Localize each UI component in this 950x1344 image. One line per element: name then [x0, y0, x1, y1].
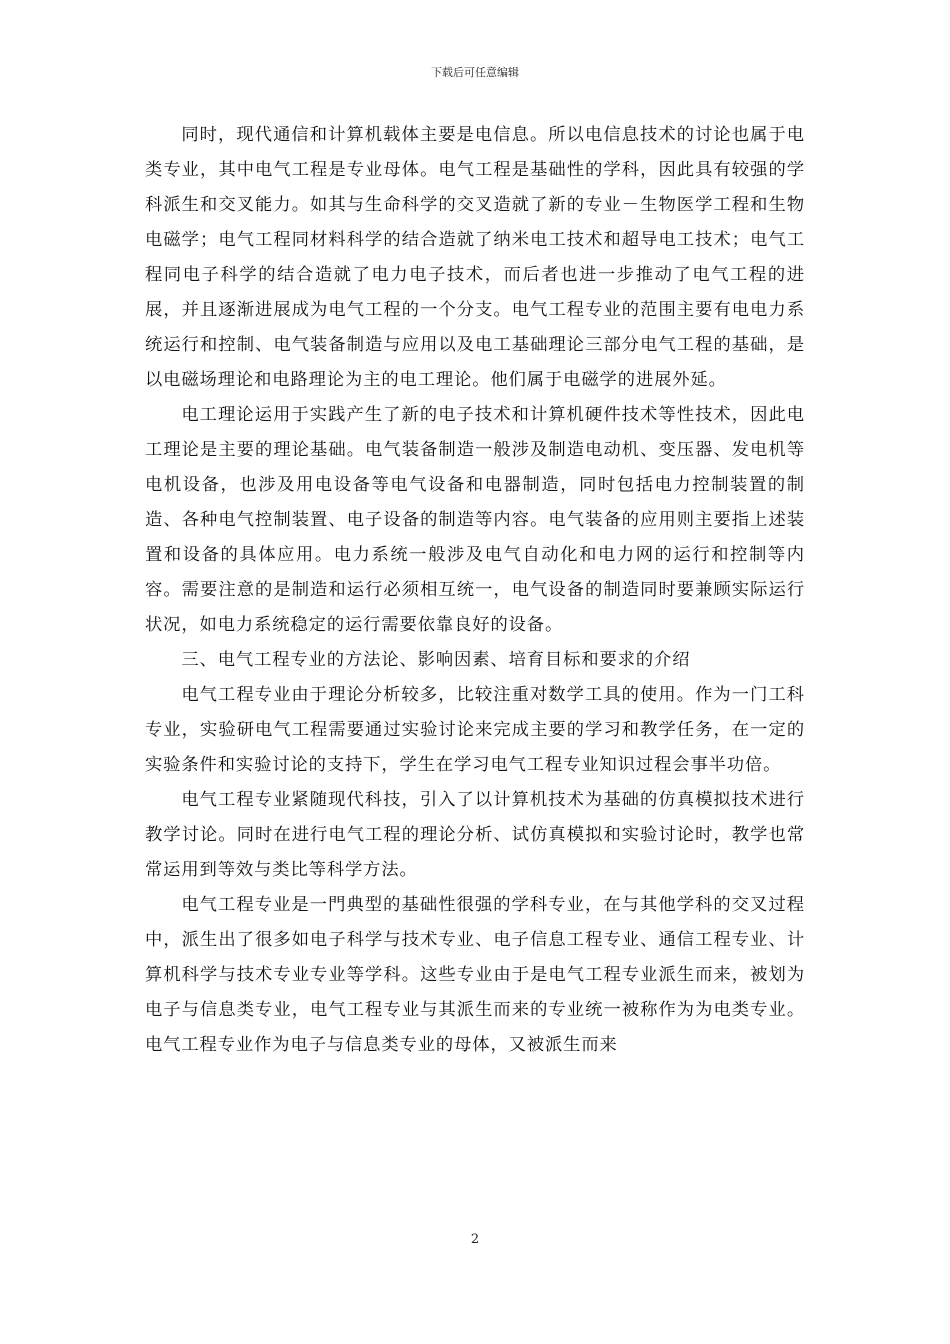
page-header: 下载后可任意编辑 [431, 66, 519, 79]
paragraph: 电气工程专业是一門典型的基础性很强的学科专业，在与其他学科的交叉过程中，派生出了很多如电子科学与技术专业、电子信息工程专业、通信工程专业、计算机科学与技术专业专业等学科。这些专业由于是电气工程专业派生而来，被划为电子与信息类专业，电气工程专业与其派生而来的专业统一被称作为为电类专业。电气工程专业作为电子与信息类专业的母体，又被派生而来 [145, 895, 805, 1055]
paragraph: 同时，现代通信和计算机载体主要是电信息。所以电信息技术的讨论也属于电类专业，其中电气工程是专业母体。电气工程是基础性的学科，因此具有较强的学科派生和交叉能力。如其与生命科学的交叉造就了新的专业－生物医学工程和生物电磁学；电气工程同材料科学的结合造就了纳米电工技术和超导电工技术；电气工程同电子科学的结合造就了电力电子技术，而后者也进一步推动了电气工程的进展，并且逐渐进展成为电气工程的一个分支。电气工程专业的范围主要有电电力系统运行和控制、电气装备制造与应用以及电工基础理论三部分电气工程的基础，是以电磁场理论和电路理论为主的电工理论。他们属于电磁学的进展外延。 [145, 125, 805, 390]
paragraph: 电气工程专业由于理论分析较多，比较注重对数学工具的使用。作为一门工科专业，实验研电气工程需要通过实验讨论来完成主要的学习和教学任务，在一定的实验条件和实验讨论的支持下，学生在学习电气工程专业知识过程会事半功倍。 [145, 685, 805, 775]
page-number: 2 [470, 1232, 480, 1247]
paragraph: 电气工程专业紧随现代科技，引入了以计算机技术为基础的仿真模拟技术进行教学讨论。同时在进行电气工程的理论分析、试仿真模拟和实验讨论时，教学也常常运用到等效与类比等科学方法。 [145, 790, 805, 880]
paragraph: 电工理论运用于实践产生了新的电子技术和计算机硬件技术等性技术，因此电工理论是主要的理论基础。电气装备制造一般涉及制造电动机、变压器、发电机等电机设备，也涉及用电设备等电气设备和电器制造，同时包括电力控制装置的制造、各种电气控制装置、电子设备的制造等内容。电气装备的应用则主要指上述装置和设备的具体应用。电力系统一般涉及电气自动化和电力网的运行和控制等内容。需要注意的是制造和运行必须相互统一，电气设备的制造同时要兼顾实际运行状况，如电力系统稳定的运行需要依靠良好的设备。 [145, 405, 805, 635]
document-body [145, 118, 805, 1063]
section-heading: 三、电气工程专业的方法论、影响因素、培育目标和要求的介绍 [181, 650, 691, 670]
